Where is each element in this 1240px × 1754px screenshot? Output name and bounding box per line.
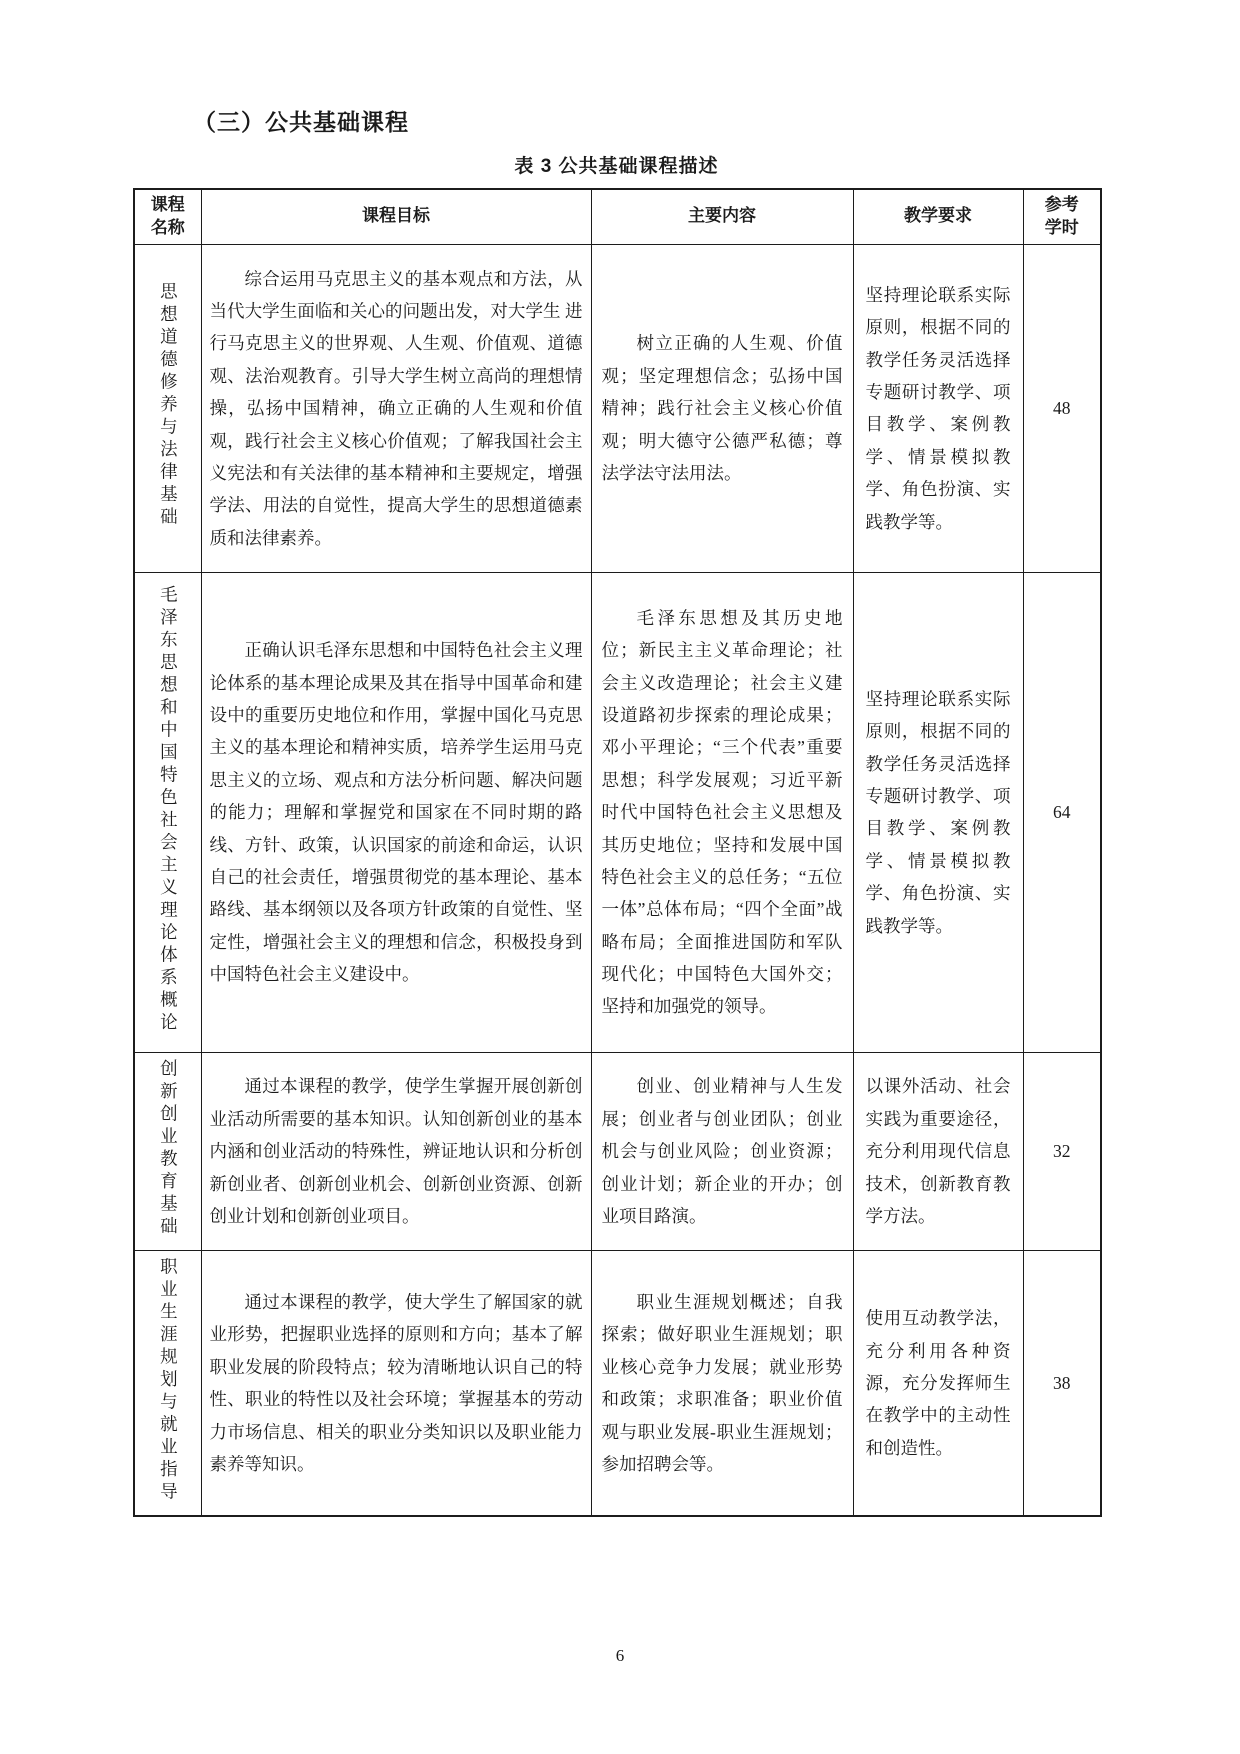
course-objective-cell (201, 1052, 591, 1250)
main-content-cell (591, 244, 853, 572)
course-objective-text: 正确认识毛泽东思想和中国特色社会主义理论体系的基本理论成果及其在指导中国革命和建设中的重要历史地位和作用，掌握中国化马克思主义的基本理论和精神实质，培养学生运用马克思主义的立场、观点和方法分析问题、解决问题的能力；理解和掌握党和国家在不同时期的路线、方针、政策，认识国家的前途和命运，认识自己的社会责任，增强贯彻党的基本理论、基本路线、基本纲领以及各项方针政策的自觉性、坚定性，增强社会主义的理想和信念，积极投身到中国特色社会主义建设中。 (209, 640, 583, 985)
course-name-text: 思想道德修养与法律基础 (158, 282, 179, 530)
course-objective-cell (201, 1250, 591, 1516)
header-teaching-requirement (853, 189, 1023, 244)
reference-hours-cell: 32 (1023, 1052, 1101, 1250)
table-header-row (134, 189, 1101, 244)
header-course-name (134, 189, 201, 244)
table-row (134, 1052, 1101, 1250)
main-content-text: 职业生涯规划概述；自我探索；做好职业生涯规划；职业核心竞争力发展；就业形势和政策；求职准备；职业价值观与职业发展-职业生涯规划；参加招聘会等。 (601, 1292, 843, 1474)
header-course-objective (201, 189, 591, 244)
main-content-text: 创业、创业精神与人生发展；创业者与创业团队；创业机会与创业风险；创业资源；创业计划；新企业的开办；创业项目路演。 (601, 1076, 843, 1226)
main-content-cell (591, 1052, 853, 1250)
header-teaching-requirement-label: 教学要求 (904, 206, 972, 226)
section-heading: （三）公共基础课程 (193, 109, 409, 135)
course-objective-cell (201, 244, 591, 572)
header-reference-hours-label: 参考学时 (1044, 195, 1079, 237)
course-objective-text: 通过本课程的教学，使大学生了解国家的就业形势，把握职业选择的原则和方向；基本了解职业发展的阶段特点；较为清晰地认识自己的特性、职业的特性以及社会环境；掌握基本的劳动力市场信息、相关的职业分类知识以及职业能力素养等知识。 (209, 1292, 583, 1474)
header-main-content (591, 189, 853, 244)
table-row (134, 572, 1101, 1052)
page-number: 6 (615, 1646, 625, 1665)
course-name-text: 职业生涯规划与就业指导 (158, 1256, 179, 1505)
main-content-cell (591, 1250, 853, 1516)
reference-hours-cell: 38 (1023, 1250, 1101, 1516)
main-content-text: 毛泽东思想及其历史地位；新民主主义革命理论；社会主义改造理论；社会主义建设道路初步探索的理论成果；邓小平理论；“三个代表”重要思想；科学发展观；习近平新时代中国特色社会主义思想及其历史地位；坚持和发展中国特色社会主义的总任务；“五位一体”总体布局；“四个全面”战略布局；全面推进国防和军队现代化；中国特色大国外交；坚持和加强党的领导。 (601, 607, 843, 1017)
main-content-text: 树立正确的人生观、价值观；坚定理想信念；弘扬中国精神；践行社会主义核心价值观；明大德守公德严私德；尊法学法守法用法。 (601, 333, 843, 483)
teaching-requirement-cell (853, 1052, 1023, 1250)
teaching-requirement-text: 使用互动教学法，充分利用各种资源，充分发挥师生在教学中的主动性和创造性。 (865, 1308, 1011, 1458)
teaching-requirement-text: 坚持理论联系实际原则，根据不同的教学任务灵活选择专题研讨教学、项目教学、案例教学、情景模拟教学、角色扮演、实践教学等。 (865, 284, 1011, 532)
reference-hours-cell: 64 (1023, 572, 1101, 1052)
course-description-table (133, 188, 1102, 1517)
header-course-name-label: 课程名称 (150, 195, 185, 237)
course-name-cell (134, 572, 201, 1052)
reference-hours-cell: 48 (1023, 244, 1101, 572)
header-reference-hours (1023, 189, 1101, 244)
table-caption: 表 3 公共基础课程描述 (514, 156, 719, 177)
course-objective-text: 综合运用马克思主义的基本观点和方法，从当代大学生面临和关心的问题出发，对大学生 进行马克思主义的世界观、人生观、价值观、道德观、法治观教育。引导大学生树立高尚的理想情操，弘扬中国精神，确立正确的人生观和价值观，践行社会主义核心价值观；了解我国社会主义宪法和有关法律的基本精神和主要规定，增强学法、用法的自觉性，提高大学生的思想道德素质和法律素养。 (209, 268, 583, 548)
course-name-cell (134, 244, 201, 572)
teaching-requirement-cell (853, 572, 1023, 1052)
course-name-text: 创新创业教育基础 (158, 1058, 179, 1239)
teaching-requirement-cell (853, 1250, 1023, 1516)
teaching-requirement-cell (853, 244, 1023, 572)
course-name-cell (134, 1052, 201, 1250)
course-objective-text: 通过本课程的教学，使学生掌握开展创新创业活动所需要的基本知识。认知创新创业的基本内涵和创业活动的特殊性，辨证地认识和分析创新创业者、创新创业机会、创新创业资源、创新创业计划和创新创业项目。 (209, 1076, 583, 1226)
course-name-cell (134, 1250, 201, 1516)
main-content-cell (591, 572, 853, 1052)
course-name-text: 毛泽东思想和中国特色社会主义理论体系概论 (158, 584, 179, 1035)
course-objective-cell (201, 572, 591, 1052)
header-course-objective-label: 课程目标 (362, 206, 430, 226)
header-main-content-label: 主要内容 (688, 206, 756, 226)
teaching-requirement-text: 坚持理论联系实际原则，根据不同的教学任务灵活选择专题研讨教学、项目教学、案例教学、情景模拟教学、角色扮演、实践教学等。 (865, 688, 1011, 936)
teaching-requirement-text: 以课外活动、社会实践为重要途径，充分利用现代信息技术，创新教育教学方法。 (865, 1076, 1011, 1226)
table-row (134, 1250, 1101, 1516)
table-row (134, 244, 1101, 572)
